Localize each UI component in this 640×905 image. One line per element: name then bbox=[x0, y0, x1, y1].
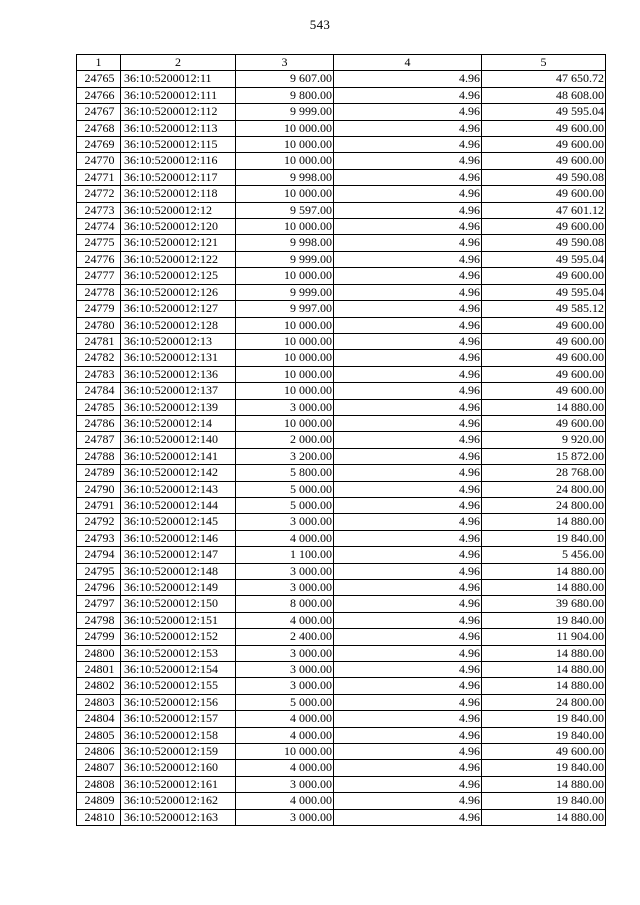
cadastral-number-cell: 36:10:5200012:136 bbox=[121, 366, 236, 382]
cadastral-number-cell: 36:10:5200012:113 bbox=[121, 120, 236, 136]
rate-cell: 4.96 bbox=[334, 301, 482, 317]
rate-cell: 4.96 bbox=[334, 399, 482, 415]
cadastral-number-cell: 36:10:5200012:131 bbox=[121, 350, 236, 366]
amount-cell: 24 800.00 bbox=[482, 497, 606, 513]
table-row bbox=[77, 448, 606, 464]
row-number-cell: 24770 bbox=[77, 153, 121, 169]
row-number-cell: 24782 bbox=[77, 350, 121, 366]
table-row bbox=[77, 612, 606, 628]
area-cell: 9 999.00 bbox=[236, 104, 334, 120]
area-cell: 10 000.00 bbox=[236, 366, 334, 382]
cadastral-number-cell: 36:10:5200012:139 bbox=[121, 399, 236, 415]
area-cell: 10 000.00 bbox=[236, 383, 334, 399]
amount-cell: 47 650.72 bbox=[482, 71, 606, 87]
rate-cell: 4.96 bbox=[334, 317, 482, 333]
area-cell: 10 000.00 bbox=[236, 137, 334, 153]
cadastral-number-cell: 36:10:5200012:159 bbox=[121, 744, 236, 760]
table-row bbox=[77, 645, 606, 661]
amount-cell: 49 600.00 bbox=[482, 415, 606, 431]
row-number-cell: 24778 bbox=[77, 284, 121, 300]
amount-cell: 49 595.04 bbox=[482, 104, 606, 120]
area-cell: 10 000.00 bbox=[236, 350, 334, 366]
amount-cell: 14 880.00 bbox=[482, 563, 606, 579]
amount-cell: 14 880.00 bbox=[482, 399, 606, 415]
row-number-cell: 24803 bbox=[77, 694, 121, 710]
area-cell: 3 000.00 bbox=[236, 776, 334, 792]
rate-cell: 4.96 bbox=[334, 481, 482, 497]
area-cell: 2 000.00 bbox=[236, 432, 334, 448]
amount-cell: 49 600.00 bbox=[482, 317, 606, 333]
row-number-cell: 24775 bbox=[77, 235, 121, 251]
cadastral-number-cell: 36:10:5200012:13 bbox=[121, 333, 236, 349]
table-row bbox=[77, 596, 606, 612]
row-number-cell: 24783 bbox=[77, 366, 121, 382]
cadastral-number-cell: 36:10:5200012:149 bbox=[121, 580, 236, 596]
rate-cell: 4.96 bbox=[334, 497, 482, 513]
row-number-cell: 24792 bbox=[77, 514, 121, 530]
cadastral-number-cell: 36:10:5200012:115 bbox=[121, 137, 236, 153]
area-cell: 5 000.00 bbox=[236, 694, 334, 710]
header-row bbox=[77, 55, 606, 71]
row-number-cell: 24769 bbox=[77, 137, 121, 153]
table-row bbox=[77, 153, 606, 169]
table-row bbox=[77, 694, 606, 710]
rate-cell: 4.96 bbox=[334, 645, 482, 661]
rate-cell: 4.96 bbox=[334, 678, 482, 694]
table-row bbox=[77, 71, 606, 87]
rate-cell: 4.96 bbox=[334, 415, 482, 431]
rate-cell: 4.96 bbox=[334, 202, 482, 218]
area-cell: 3 000.00 bbox=[236, 645, 334, 661]
row-number-cell: 24802 bbox=[77, 678, 121, 694]
amount-cell: 14 880.00 bbox=[482, 514, 606, 530]
cadastral-number-cell: 36:10:5200012:128 bbox=[121, 317, 236, 333]
cadastral-number-cell: 36:10:5200012:158 bbox=[121, 727, 236, 743]
column-header-2: 2 bbox=[121, 55, 236, 71]
amount-cell: 39 680.00 bbox=[482, 596, 606, 612]
cadastral-number-cell: 36:10:5200012:117 bbox=[121, 169, 236, 185]
table-row bbox=[77, 301, 606, 317]
row-number-cell: 24786 bbox=[77, 415, 121, 431]
amount-cell: 19 840.00 bbox=[482, 612, 606, 628]
amount-cell: 48 608.00 bbox=[482, 87, 606, 103]
cadastral-number-cell: 36:10:5200012:121 bbox=[121, 235, 236, 251]
cadastral-number-cell: 36:10:5200012:120 bbox=[121, 219, 236, 235]
table-row bbox=[77, 219, 606, 235]
cadastral-number-cell: 36:10:5200012:157 bbox=[121, 711, 236, 727]
cadastral-number-cell: 36:10:5200012:143 bbox=[121, 481, 236, 497]
amount-cell: 5 456.00 bbox=[482, 547, 606, 563]
area-cell: 10 000.00 bbox=[236, 268, 334, 284]
cadastral-number-cell: 36:10:5200012:118 bbox=[121, 186, 236, 202]
row-number-cell: 24789 bbox=[77, 465, 121, 481]
row-number-cell: 24804 bbox=[77, 711, 121, 727]
table-row bbox=[77, 629, 606, 645]
rate-cell: 4.96 bbox=[334, 235, 482, 251]
row-number-cell: 24808 bbox=[77, 776, 121, 792]
cadastral-number-cell: 36:10:5200012:163 bbox=[121, 809, 236, 825]
rate-cell: 4.96 bbox=[334, 137, 482, 153]
amount-cell: 24 800.00 bbox=[482, 481, 606, 497]
amount-cell: 19 840.00 bbox=[482, 760, 606, 776]
area-cell: 10 000.00 bbox=[236, 744, 334, 760]
rate-cell: 4.96 bbox=[334, 563, 482, 579]
table-row bbox=[77, 169, 606, 185]
rate-cell: 4.96 bbox=[334, 284, 482, 300]
table-row bbox=[77, 727, 606, 743]
rate-cell: 4.96 bbox=[334, 760, 482, 776]
cadastral-number-cell: 36:10:5200012:140 bbox=[121, 432, 236, 448]
rate-cell: 4.96 bbox=[334, 169, 482, 185]
amount-cell: 14 880.00 bbox=[482, 809, 606, 825]
amount-cell: 47 601.12 bbox=[482, 202, 606, 218]
rate-cell: 4.96 bbox=[334, 711, 482, 727]
area-cell: 4 000.00 bbox=[236, 760, 334, 776]
row-number-cell: 24771 bbox=[77, 169, 121, 185]
table-row bbox=[77, 662, 606, 678]
row-number-cell: 24794 bbox=[77, 547, 121, 563]
amount-cell: 28 768.00 bbox=[482, 465, 606, 481]
area-cell: 10 000.00 bbox=[236, 317, 334, 333]
table-row bbox=[77, 317, 606, 333]
row-number-cell: 24781 bbox=[77, 333, 121, 349]
area-cell: 9 999.00 bbox=[236, 284, 334, 300]
row-number-cell: 24785 bbox=[77, 399, 121, 415]
table-header bbox=[77, 55, 606, 71]
cadastral-number-cell: 36:10:5200012:141 bbox=[121, 448, 236, 464]
amount-cell: 49 600.00 bbox=[482, 350, 606, 366]
amount-cell: 49 600.00 bbox=[482, 366, 606, 382]
row-number-cell: 24779 bbox=[77, 301, 121, 317]
row-number-cell: 24790 bbox=[77, 481, 121, 497]
table-row bbox=[77, 481, 606, 497]
row-number-cell: 24807 bbox=[77, 760, 121, 776]
table-row bbox=[77, 284, 606, 300]
amount-cell: 19 840.00 bbox=[482, 793, 606, 809]
rate-cell: 4.96 bbox=[334, 465, 482, 481]
row-number-cell: 24809 bbox=[77, 793, 121, 809]
area-cell: 2 400.00 bbox=[236, 629, 334, 645]
cadastral-number-cell: 36:10:5200012:125 bbox=[121, 268, 236, 284]
rate-cell: 4.96 bbox=[334, 87, 482, 103]
table-row bbox=[77, 678, 606, 694]
area-cell: 9 998.00 bbox=[236, 235, 334, 251]
row-number-cell: 24780 bbox=[77, 317, 121, 333]
row-number-cell: 24777 bbox=[77, 268, 121, 284]
amount-cell: 14 880.00 bbox=[482, 645, 606, 661]
row-number-cell: 24810 bbox=[77, 809, 121, 825]
area-cell: 1 100.00 bbox=[236, 547, 334, 563]
table-row bbox=[77, 268, 606, 284]
table-row bbox=[77, 383, 606, 399]
rate-cell: 4.96 bbox=[334, 448, 482, 464]
area-cell: 3 000.00 bbox=[236, 563, 334, 579]
area-cell: 9 597.00 bbox=[236, 202, 334, 218]
row-number-cell: 24768 bbox=[77, 120, 121, 136]
amount-cell: 49 600.00 bbox=[482, 383, 606, 399]
table-row bbox=[77, 137, 606, 153]
area-cell: 3 000.00 bbox=[236, 580, 334, 596]
cadastral-number-cell: 36:10:5200012:126 bbox=[121, 284, 236, 300]
cadastral-number-cell: 36:10:5200012:116 bbox=[121, 153, 236, 169]
rate-cell: 4.96 bbox=[334, 153, 482, 169]
cadastral-number-cell: 36:10:5200012:12 bbox=[121, 202, 236, 218]
amount-cell: 14 880.00 bbox=[482, 776, 606, 792]
amount-cell: 49 600.00 bbox=[482, 333, 606, 349]
amount-cell: 49 595.04 bbox=[482, 284, 606, 300]
table-row bbox=[77, 235, 606, 251]
cadastral-number-cell: 36:10:5200012:146 bbox=[121, 530, 236, 546]
table-row bbox=[77, 415, 606, 431]
row-number-cell: 24806 bbox=[77, 744, 121, 760]
table-row bbox=[77, 186, 606, 202]
area-cell: 3 000.00 bbox=[236, 678, 334, 694]
column-header-3: 3 bbox=[236, 55, 334, 71]
rate-cell: 4.96 bbox=[334, 580, 482, 596]
area-cell: 4 000.00 bbox=[236, 612, 334, 628]
amount-cell: 49 590.08 bbox=[482, 235, 606, 251]
area-cell: 3 000.00 bbox=[236, 809, 334, 825]
cadastral-number-cell: 36:10:5200012:11 bbox=[121, 71, 236, 87]
cadastral-number-cell: 36:10:5200012:153 bbox=[121, 645, 236, 661]
column-header-1: 1 bbox=[77, 55, 121, 71]
row-number-cell: 24774 bbox=[77, 219, 121, 235]
area-cell: 3 000.00 bbox=[236, 399, 334, 415]
amount-cell: 14 880.00 bbox=[482, 678, 606, 694]
amount-cell: 49 590.08 bbox=[482, 169, 606, 185]
amount-cell: 49 600.00 bbox=[482, 744, 606, 760]
cadastral-number-cell: 36:10:5200012:137 bbox=[121, 383, 236, 399]
row-number-cell: 24767 bbox=[77, 104, 121, 120]
cadastral-number-cell: 36:10:5200012:162 bbox=[121, 793, 236, 809]
area-cell: 3 200.00 bbox=[236, 448, 334, 464]
area-cell: 4 000.00 bbox=[236, 530, 334, 546]
table-row bbox=[77, 202, 606, 218]
cadastral-number-cell: 36:10:5200012:142 bbox=[121, 465, 236, 481]
row-number-cell: 24805 bbox=[77, 727, 121, 743]
rate-cell: 4.96 bbox=[334, 366, 482, 382]
amount-cell: 9 920.00 bbox=[482, 432, 606, 448]
row-number-cell: 24800 bbox=[77, 645, 121, 661]
cadastral-number-cell: 36:10:5200012:122 bbox=[121, 251, 236, 267]
rate-cell: 4.96 bbox=[334, 514, 482, 530]
amount-cell: 19 840.00 bbox=[482, 711, 606, 727]
rate-cell: 4.96 bbox=[334, 432, 482, 448]
rate-cell: 4.96 bbox=[334, 350, 482, 366]
area-cell: 8 000.00 bbox=[236, 596, 334, 612]
rate-cell: 4.96 bbox=[334, 383, 482, 399]
row-number-cell: 24772 bbox=[77, 186, 121, 202]
table-row bbox=[77, 793, 606, 809]
rate-cell: 4.96 bbox=[334, 793, 482, 809]
table-row bbox=[77, 87, 606, 103]
amount-cell: 11 904.00 bbox=[482, 629, 606, 645]
rate-cell: 4.96 bbox=[334, 333, 482, 349]
area-cell: 10 000.00 bbox=[236, 415, 334, 431]
table-row bbox=[77, 333, 606, 349]
amount-cell: 49 595.04 bbox=[482, 251, 606, 267]
rate-cell: 4.96 bbox=[334, 629, 482, 645]
rate-cell: 4.96 bbox=[334, 694, 482, 710]
area-cell: 10 000.00 bbox=[236, 153, 334, 169]
cadastral-number-cell: 36:10:5200012:156 bbox=[121, 694, 236, 710]
table-row bbox=[77, 580, 606, 596]
area-cell: 5 800.00 bbox=[236, 465, 334, 481]
cadastral-number-cell: 36:10:5200012:155 bbox=[121, 678, 236, 694]
rate-cell: 4.96 bbox=[334, 530, 482, 546]
amount-cell: 14 880.00 bbox=[482, 662, 606, 678]
column-header-5: 5 bbox=[482, 55, 606, 71]
table-row bbox=[77, 399, 606, 415]
rate-cell: 4.96 bbox=[334, 268, 482, 284]
table-row bbox=[77, 711, 606, 727]
cadastral-number-cell: 36:10:5200012:160 bbox=[121, 760, 236, 776]
cadastral-number-cell: 36:10:5200012:144 bbox=[121, 497, 236, 513]
table-row bbox=[77, 809, 606, 825]
row-number-cell: 24773 bbox=[77, 202, 121, 218]
table-row bbox=[77, 530, 606, 546]
row-number-cell: 24796 bbox=[77, 580, 121, 596]
amount-cell: 24 800.00 bbox=[482, 694, 606, 710]
column-header-4: 4 bbox=[334, 55, 482, 71]
amount-cell: 19 840.00 bbox=[482, 530, 606, 546]
cadastral-number-cell: 36:10:5200012:111 bbox=[121, 87, 236, 103]
row-number-cell: 24799 bbox=[77, 629, 121, 645]
rate-cell: 4.96 bbox=[334, 662, 482, 678]
amount-cell: 19 840.00 bbox=[482, 727, 606, 743]
row-number-cell: 24793 bbox=[77, 530, 121, 546]
rate-cell: 4.96 bbox=[334, 547, 482, 563]
area-cell: 4 000.00 bbox=[236, 727, 334, 743]
area-cell: 3 000.00 bbox=[236, 662, 334, 678]
cadastral-number-cell: 36:10:5200012:151 bbox=[121, 612, 236, 628]
cadastral-number-cell: 36:10:5200012:127 bbox=[121, 301, 236, 317]
table-row bbox=[77, 104, 606, 120]
rate-cell: 4.96 bbox=[334, 104, 482, 120]
area-cell: 3 000.00 bbox=[236, 514, 334, 530]
data-table bbox=[76, 54, 606, 826]
cadastral-number-cell: 36:10:5200012:148 bbox=[121, 563, 236, 579]
row-number-cell: 24791 bbox=[77, 497, 121, 513]
cadastral-number-cell: 36:10:5200012:161 bbox=[121, 776, 236, 792]
table-row bbox=[77, 366, 606, 382]
amount-cell: 49 600.00 bbox=[482, 186, 606, 202]
table-row bbox=[77, 744, 606, 760]
cadastral-number-cell: 36:10:5200012:145 bbox=[121, 514, 236, 530]
cadastral-number-cell: 36:10:5200012:147 bbox=[121, 547, 236, 563]
table-row bbox=[77, 432, 606, 448]
amount-cell: 49 585.12 bbox=[482, 301, 606, 317]
cadastral-number-cell: 36:10:5200012:154 bbox=[121, 662, 236, 678]
row-number-cell: 24776 bbox=[77, 251, 121, 267]
area-cell: 9 607.00 bbox=[236, 71, 334, 87]
area-cell: 10 000.00 bbox=[236, 333, 334, 349]
rate-cell: 4.96 bbox=[334, 186, 482, 202]
area-cell: 4 000.00 bbox=[236, 793, 334, 809]
page-number: 543 bbox=[309, 17, 331, 32]
rate-cell: 4.96 bbox=[334, 251, 482, 267]
table-row bbox=[77, 776, 606, 792]
row-number-cell: 24795 bbox=[77, 563, 121, 579]
cadastral-number-cell: 36:10:5200012:112 bbox=[121, 104, 236, 120]
area-cell: 5 000.00 bbox=[236, 497, 334, 513]
rate-cell: 4.96 bbox=[334, 596, 482, 612]
amount-cell: 14 880.00 bbox=[482, 580, 606, 596]
area-cell: 9 800.00 bbox=[236, 87, 334, 103]
rate-cell: 4.96 bbox=[334, 120, 482, 136]
row-number-cell: 24798 bbox=[77, 612, 121, 628]
area-cell: 10 000.00 bbox=[236, 219, 334, 235]
table-row bbox=[77, 120, 606, 136]
amount-cell: 49 600.00 bbox=[482, 120, 606, 136]
area-cell: 9 999.00 bbox=[236, 251, 334, 267]
cadastral-number-cell: 36:10:5200012:152 bbox=[121, 629, 236, 645]
area-cell: 5 000.00 bbox=[236, 481, 334, 497]
row-number-cell: 24766 bbox=[77, 87, 121, 103]
table-row bbox=[77, 350, 606, 366]
row-number-cell: 24784 bbox=[77, 383, 121, 399]
table-row bbox=[77, 465, 606, 481]
area-cell: 4 000.00 bbox=[236, 711, 334, 727]
amount-cell: 15 872.00 bbox=[482, 448, 606, 464]
rate-cell: 4.96 bbox=[334, 744, 482, 760]
area-cell: 9 998.00 bbox=[236, 169, 334, 185]
table-row bbox=[77, 497, 606, 513]
amount-cell: 49 600.00 bbox=[482, 153, 606, 169]
cadastral-number-cell: 36:10:5200012:150 bbox=[121, 596, 236, 612]
area-cell: 10 000.00 bbox=[236, 120, 334, 136]
area-cell: 9 997.00 bbox=[236, 301, 334, 317]
area-cell: 10 000.00 bbox=[236, 186, 334, 202]
rate-cell: 4.96 bbox=[334, 71, 482, 87]
table-body bbox=[77, 71, 606, 826]
table-row bbox=[77, 547, 606, 563]
amount-cell: 49 600.00 bbox=[482, 219, 606, 235]
row-number-cell: 24788 bbox=[77, 448, 121, 464]
row-number-cell: 24797 bbox=[77, 596, 121, 612]
table-row bbox=[77, 514, 606, 530]
table-row bbox=[77, 563, 606, 579]
amount-cell: 49 600.00 bbox=[482, 137, 606, 153]
table-row bbox=[77, 251, 606, 267]
rate-cell: 4.96 bbox=[334, 219, 482, 235]
rate-cell: 4.96 bbox=[334, 809, 482, 825]
row-number-cell: 24787 bbox=[77, 432, 121, 448]
table-row bbox=[77, 760, 606, 776]
row-number-cell: 24801 bbox=[77, 662, 121, 678]
row-number-cell: 24765 bbox=[77, 71, 121, 87]
rate-cell: 4.96 bbox=[334, 612, 482, 628]
rate-cell: 4.96 bbox=[334, 727, 482, 743]
cadastral-number-cell: 36:10:5200012:14 bbox=[121, 415, 236, 431]
amount-cell: 49 600.00 bbox=[482, 268, 606, 284]
rate-cell: 4.96 bbox=[334, 776, 482, 792]
